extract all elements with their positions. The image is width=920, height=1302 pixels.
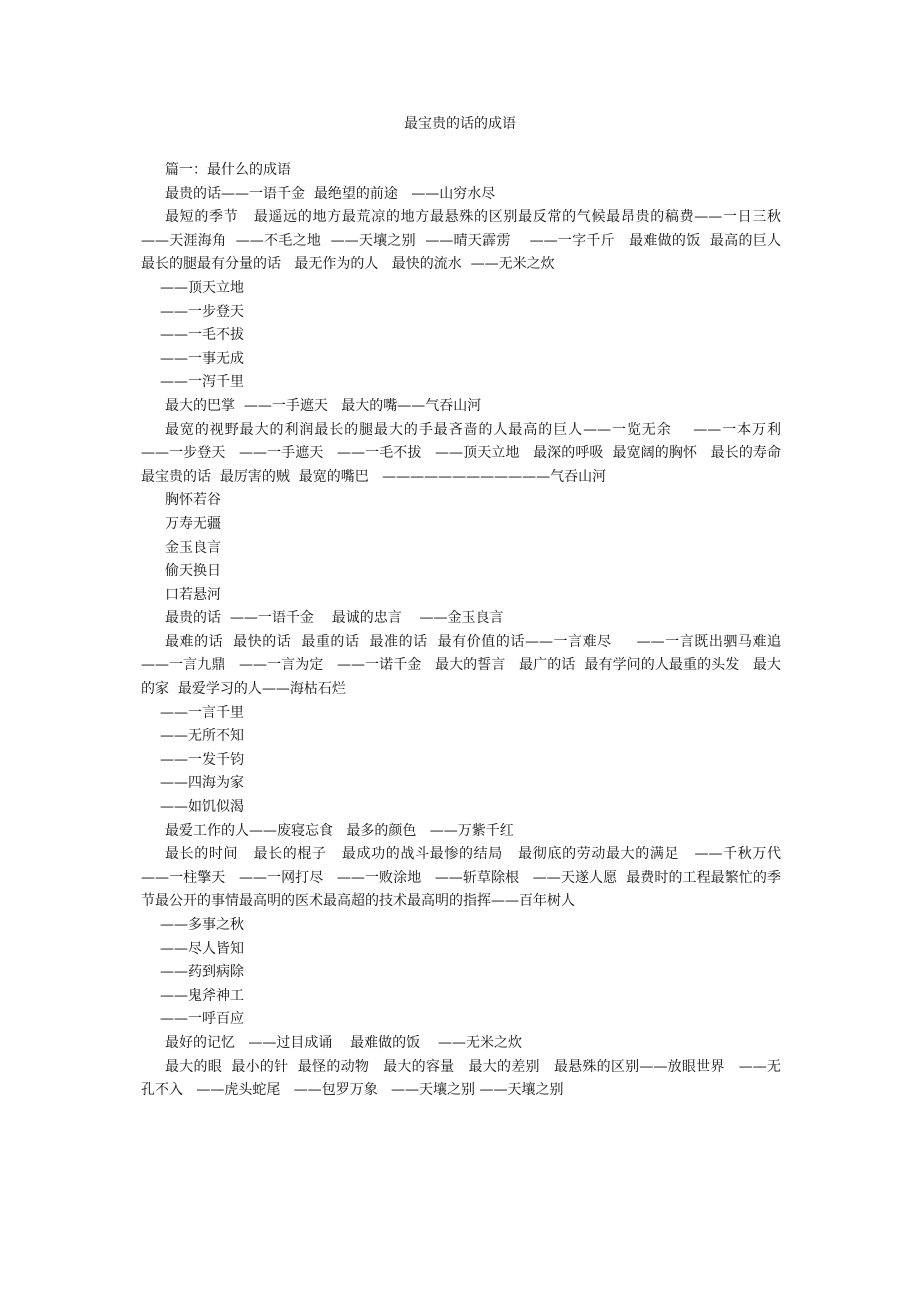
idiom-line: ——一言千里	[160, 704, 244, 721]
paragraph: 最爱工作的人——废寝忘食 最多的颜色 ——万紫千红	[165, 822, 514, 839]
paragraph: 最长的时间 最长的棍子 最成功的战斗最惨的结局 最彻底的劳动最大的满足 ——千秋万代 ——一柱擎天 ——一网打尽 ——一败涂地 ——斩草除根 ——天遂人愿 最费时的工程最繁忙的季节最公开的事情最高明的医术最高超的技术最高明的指挥——百年树人	[141, 846, 795, 910]
paragraph: 最大的眼 最小的针 最怪的动物 最大的容量 最大的差别 最悬殊的区别——放眼世界 ——无孔不入 ——虎头蛇尾 ——包罗万象 ——天壤之别 ——天壤之别	[141, 1058, 781, 1099]
idiom-line: ——一毛不拔	[160, 327, 244, 344]
idiom-line: ——四海为家	[160, 775, 244, 792]
document-title: 最宝贵的话的成语	[404, 116, 516, 132]
idiom-line: ——一事无成	[160, 350, 244, 367]
paragraph: 偷天换日	[165, 563, 221, 580]
paragraph: 口若悬河	[165, 586, 221, 603]
idiom-line: ——多事之秋	[160, 917, 244, 933]
idiom-line: ——如饥似渴	[160, 799, 244, 816]
idiom-line: ——一步登天	[160, 303, 244, 320]
paragraph: 最贵的话 ——一语千金 最诚的忠言 ——金玉良言	[165, 610, 504, 627]
paragraph: 最大的巴掌 ——一手遮天 最大的嘴——气吞山河	[165, 397, 482, 414]
paragraph: 最好的记忆 ——过目成诵 最难做的饭 ——无米之炊	[165, 1034, 522, 1051]
paragraph: 金玉良言	[165, 539, 221, 556]
idiom-line: ——一呼百应	[160, 1011, 244, 1028]
idiom-line: ——一发千钧	[160, 751, 244, 768]
document-body	[141, 159, 795, 1103]
paragraph: 胸怀若谷	[165, 492, 221, 509]
paragraph: 篇一：最什么的成语	[165, 162, 291, 178]
paragraph: 最宽的视野最大的利润最长的腿最大的手最吝啬的人最高的巨人——一览无余 ——一本万利 ——一步登天 ——一手遮天 ——一毛不拔 ——顶天立地 最深的呼吸 最宽阔的胸怀 最长的寿命 最宝贵的话 最厉害的贼 最宽的嘴巴 ————————————气吞山河	[141, 421, 795, 485]
paragraph: 最难的话 最快的话 最重的话 最准的话 最有价值的话——一言难尽 ——一言既出驷马难追 ——一言九鼎 ——一言为定 ——一诺千金 最大的誓言 最广的话 最有学问的人最重的头发 最大的家 最爱学习的人——海枯石烂	[141, 633, 795, 698]
idiom-line: ——无所不知	[160, 728, 244, 745]
idiom-line: ——一泻千里	[160, 374, 244, 391]
idiom-line: ——药到病除	[160, 964, 244, 981]
idiom-line: ——鬼斧神工	[160, 987, 244, 1004]
idiom-line: ——顶天立地	[160, 279, 244, 296]
paragraph: 万寿无疆	[165, 515, 221, 532]
paragraph: 最短的季节 最遥远的地方最荒凉的地方最悬殊的区别最反常的气候最昂贵的稿费——一日三秋 ——天涯海角 ——不毛之地 ——天壤之别 ——晴天霹雳 ——一字千斤 最难做的饭 最高的巨人 最长的腿最有分量的话 最无作为的人 最快的流水 ——无米之炊	[141, 209, 790, 273]
paragraph: 最贵的话——一语千金 最绝望的前途 ——山穷水尽	[165, 185, 496, 202]
idiom-line: ——尽人皆知	[160, 940, 244, 957]
